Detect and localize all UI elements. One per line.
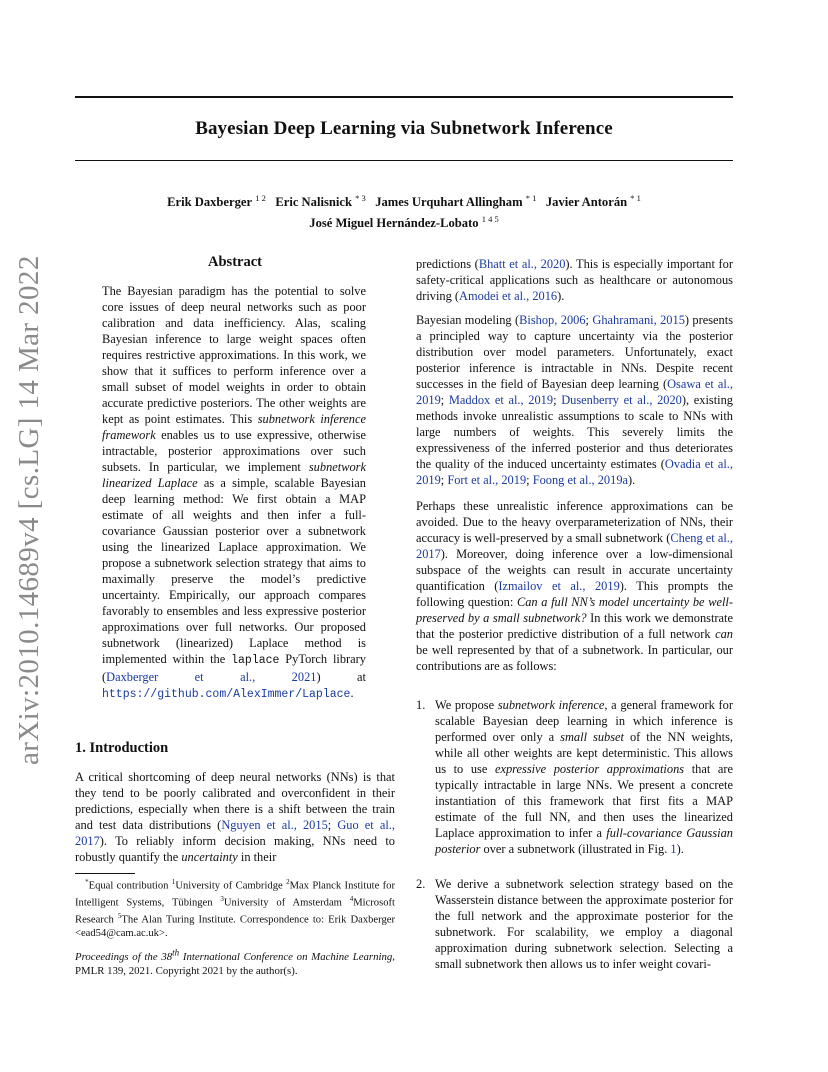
body-text: ), existing methods invoke unrealistic assumptions to scale to NNs with large numbers of weights. This severely limits the expressiveness of the inferred posterior and thus deteriorates the quality of the induced uncertainty estimates (	[416, 393, 734, 471]
body-text: Perhaps these unrealistic inference approximations can be avoided. Due to the heavy overparameterization of NNs, their accuracy is well-preserved by a small subnetwork (	[416, 499, 733, 545]
body-text: ;	[553, 393, 562, 407]
author-name: José Miguel Hernández-Lobato	[309, 216, 479, 231]
right-paragraph-2	[416, 312, 733, 488]
citation-link[interactable]: Dusenberry et al., 2020	[561, 393, 682, 407]
paper-title: Bayesian Deep Learning via Subnetwork Inference	[195, 118, 613, 139]
citation-link[interactable]: Guo et al., 2017	[75, 818, 395, 848]
intro-paragraph	[75, 769, 395, 865]
citation-link[interactable]: Ghahramani, 2015	[592, 313, 685, 327]
body-text: ). This prompts the following question:	[416, 579, 733, 609]
body-text: of the NN weights, while all other weights are kept deterministic. This allows us to use	[435, 730, 733, 776]
proceedings-note	[75, 945, 395, 978]
abstract-text: PyTorch library (	[102, 652, 366, 684]
author-name: Javier Antorán	[545, 195, 628, 210]
body-emphasis: uncertainty	[181, 850, 238, 864]
arxiv-watermark: arXiv:2010.14689v4 [cs.LG] 14 Mar 2022	[13, 255, 45, 765]
abstract-text: enables us to use expressive, otherwise intractable, posterior approximations over such subsets. In particular, we implement	[102, 428, 366, 474]
body-emphasis: small subset	[560, 730, 624, 744]
proceedings-sup: th	[172, 947, 180, 957]
body-text: that are typically intractable in large NNs. We present a concrete instantiation of this framework that first fits a MAP estimate of the full NN, and then uses the linearized Laplace approximation to infer a	[435, 762, 733, 840]
proceedings-text: , PMLR 139, 2021. Copyright 2021 by the author(s).	[75, 950, 395, 977]
author-affiliation: * 1	[630, 193, 641, 203]
right-paragraph-1	[416, 256, 733, 304]
title-top-rule	[75, 96, 733, 98]
body-text: , a general framework for scalable Bayesian deep learning in which inference is performed over only a	[435, 698, 733, 744]
citation-link[interactable]: Fort et al., 2019	[447, 473, 527, 487]
body-text: ).	[628, 473, 636, 487]
body-text: ). Moreover, doing inference over a low-dimensional subspace of the weights can result in accurate uncertainty quantification (	[416, 547, 733, 593]
body-text: Bayesian modeling (	[416, 313, 520, 327]
body-text: A critical shortcoming of deep neural networks (NNs) is that they tend to be poorly calibrated and overconfident in their predictions, especially when there is a shift between the train and test data distributions (	[75, 770, 395, 832]
body-text: ;	[440, 473, 448, 487]
author-line-1	[75, 190, 733, 211]
footnote-text: The Alan Turing Institute. Correspondence to: Erik Daxberger <ead54@cam.ac.uk>.	[75, 914, 395, 940]
body-text: predictions (	[416, 257, 479, 271]
list-number: 2.	[416, 877, 426, 891]
author-line-2	[75, 211, 733, 232]
body-text: ;	[327, 818, 338, 832]
abstract-text: as a simple, scalable Bayesian deep learning method: We first obtain a MAP estimate of all weights and then infer a full-covariance Gaussian posterior over a subnetwork using the linearized Laplace approximation. We propose a subnetwork selection strategy that aims to maximally preserve the model’s predictive uncertainty. Empirically, our approach compares favorably to ensembles and less expressive posterior approximations over full networks. Our proposed subnetwork (linearized) Laplace method is implemented within the	[102, 476, 366, 666]
citation-link[interactable]: Osawa et al., 2019	[416, 377, 733, 407]
contribution-item-1	[416, 697, 733, 857]
body-emphasis: can	[715, 627, 733, 641]
contribution-item-2	[416, 876, 733, 972]
citation-link[interactable]: Nguyen et al., 2015	[221, 818, 328, 832]
body-text: ). This is especially important for safety-critical applications such as healthcare or autonomous driving (	[416, 257, 733, 303]
affiliation-footnote: *Equal contribution $^1$University of Cambridge $^2$Max Planck Institute for Intelligent Systems, Tübingen $^3$University of Amsterdam $^4$Microsoft Research $^5$The Alan Turing Institute. Correspondence to: Erik Daxberger <ead54@cam.ac.uk>.	[75, 878, 395, 940]
list-item-body	[435, 697, 733, 857]
citation-link[interactable]: Maddox et al., 2019	[448, 393, 554, 407]
author-affiliation: 1 2	[255, 193, 266, 203]
author-affiliation: 1 4 5	[481, 214, 499, 225]
body-text: In this work we demonstrate that the posterior predictive distribution of a full network	[416, 611, 733, 641]
citation-link[interactable]: Bhatt et al., 2020	[478, 257, 566, 271]
github-url-link[interactable]: https://github.com/AlexImmer/Laplace	[102, 688, 351, 701]
abstract-body	[102, 283, 366, 703]
footnote-text: University of Cambridge	[175, 880, 287, 892]
author-name: Eric Nalisnick	[275, 195, 352, 210]
body-text: We propose	[435, 698, 498, 712]
author-affiliation: * 1	[525, 193, 537, 203]
citation-link[interactable]: Bishop, 2006	[519, 313, 586, 327]
body-text: ;	[526, 473, 533, 487]
body-text: in their	[237, 850, 277, 864]
list-item-body	[435, 876, 733, 972]
footnote-text: University of Amsterdam	[223, 897, 350, 909]
citation-link[interactable]: Izmailov et al., 2019	[498, 579, 620, 593]
figure-link[interactable]: 1	[670, 842, 677, 856]
body-text: ;	[440, 393, 449, 407]
footnote-rule	[75, 873, 135, 874]
body-text: ).	[676, 842, 684, 856]
body-emphasis: subnetwork inference	[497, 698, 605, 712]
section-heading-introduction: 1. Introduction	[75, 740, 169, 756]
author-affiliation: * 3	[355, 193, 366, 203]
body-text: over a subnetwork (illustrated in Fig.	[480, 842, 671, 856]
list-number: 1.	[416, 698, 426, 712]
body-emphasis: Can a full NN’s model uncertainty be well-preserved by a small subnetwork?	[416, 595, 733, 625]
body-text: ).	[557, 289, 565, 303]
code-laplace: laplace	[231, 654, 280, 667]
citation-link[interactable]: Ovadia et al., 2019	[416, 457, 733, 487]
abstract-text: The Bayesian paradigm has the potential to solve core issues of deep neural networks such as poor calibration and data inefficiency. Alas, scaling Bayesian inference to large weight spaces often requires restrictive approximations. In this work, we show that it suffices to perform inference over a small subset of model weights in order to obtain accurate predictive posteriors. The other weights are kept as point estimates. This	[102, 284, 366, 426]
citation-link[interactable]: Daxberger et al., 2021	[106, 670, 317, 684]
proceedings-text: International Conference on Machine Learning	[179, 950, 393, 963]
abstract-text: ) at	[316, 670, 367, 684]
right-paragraph-3	[416, 498, 733, 674]
author-block	[75, 190, 733, 232]
body-emphasis: expressive posterior approximations	[494, 762, 685, 776]
author-name: James Urquhart Allingham	[375, 195, 523, 210]
abstract-emphasis: subnetwork inference framework	[102, 412, 367, 442]
citation-link[interactable]: Amodei et al., 2016	[459, 289, 558, 303]
body-text: ) presents a principled way to capture uncertainty via the posterior distribution over model parameters. Unfortunately, exact posterior inference is intractable in NNs. Despite recent successes in the field of Bayesian deep learning (	[416, 313, 734, 391]
proceedings-text: Proceedings of the 38	[75, 950, 173, 963]
abstract-emphasis: subnetwork linearized Laplace	[102, 460, 366, 490]
abstract-heading: Abstract	[208, 254, 262, 270]
author-name: Erik Daxberger	[167, 195, 253, 210]
footnote-text: Max Planck Institute for Intelligent Systems, Tübingen	[75, 880, 395, 909]
citation-link[interactable]: Foong et al., 2019a	[532, 473, 629, 487]
body-emphasis: full-covariance Gaussian posterior	[435, 826, 734, 856]
body-text: We derive a subnetwork selection strategy based on the Wasserstein distance between the approximate posterior for the full network and the approximate posterior for the subnetwork. For scalability, we employ a diagonal approximation during subnetwork selection. Selecting a small subnetwork then allows us to infer weight covari-	[435, 877, 733, 971]
abstract-text: .	[350, 686, 354, 700]
citation-link[interactable]: Cheng et al., 2017	[416, 531, 733, 561]
title-bottom-rule	[75, 160, 733, 161]
body-text: ;	[585, 313, 593, 327]
footnote-text: Microsoft Research	[75, 897, 395, 926]
body-text: ). To reliably inform decision making, NNs need to robustly quantify the	[75, 834, 395, 864]
footnote-text: Equal contribution	[88, 880, 172, 892]
body-text: be well represented by that of a subnetwork. In particular, our contributions are as follows:	[416, 643, 733, 673]
